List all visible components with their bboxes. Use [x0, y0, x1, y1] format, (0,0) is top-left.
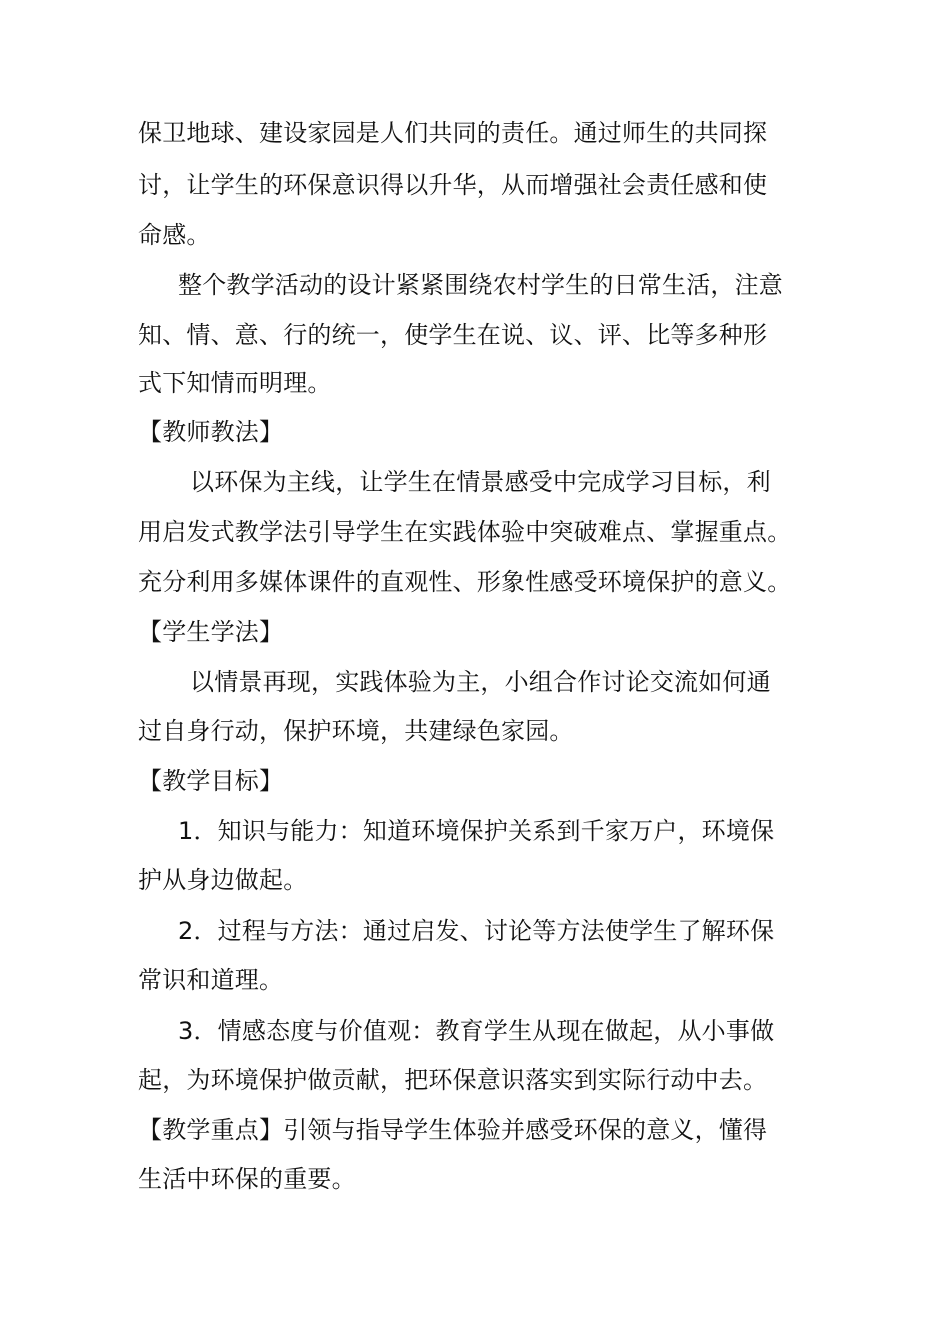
- text-line: 起，为环境保护做贡献，把环保意识落实到实际行动中去。: [138, 1066, 768, 1094]
- text-line: 命感。: [138, 221, 211, 249]
- text-line: 常识和道理。: [138, 966, 284, 994]
- text-line: 过自身行动，保护环境，共建绿色家园。: [138, 717, 574, 745]
- text-line: 保卫地球、建设家园是人们共同的责任。通过师生的共同探: [138, 119, 768, 147]
- text-line: 【教学重点】引领与指导学生体验并感受环保的意义，懂得: [138, 1116, 768, 1144]
- text-line: 充分利用多媒体课件的直观性、形象性感受环境保护的意义。: [138, 568, 792, 596]
- section-heading: 【学生学法】: [138, 618, 284, 646]
- text-line: 1．知识与能力：知道环境保护关系到千家万户，环境保: [178, 817, 775, 845]
- section-heading: 【教学目标】: [138, 767, 284, 795]
- text-line: 以环保为主线，让学生在情景感受中完成学习目标，利: [190, 468, 771, 496]
- text-line: 以情景再现，实践体验为主，小组合作讨论交流如何通: [190, 668, 771, 696]
- section-heading: 【教师教法】: [138, 418, 284, 446]
- text-line: 讨，让学生的环保意识得以升华，从而增强社会责任感和使: [138, 171, 768, 199]
- text-line: 3．情感态度与价值观：教育学生从现在做起，从小事做: [178, 1017, 775, 1045]
- text-line: 知、情、意、行的统一，使学生在说、议、评、比等多种形: [138, 321, 768, 349]
- text-line: 式下知情而明理。: [138, 369, 332, 397]
- text-line: 2．过程与方法：通过启发、讨论等方法使学生了解环保: [178, 917, 775, 945]
- text-line: 生活中环保的重要。: [138, 1165, 356, 1193]
- text-line: 护从身边做起。: [138, 866, 308, 894]
- text-line: 用启发式教学法引导学生在实践体验中突破难点、掌握重点。: [138, 518, 792, 546]
- text-line: 整个教学活动的设计紧紧围绕农村学生的日常生活，注意: [178, 271, 783, 299]
